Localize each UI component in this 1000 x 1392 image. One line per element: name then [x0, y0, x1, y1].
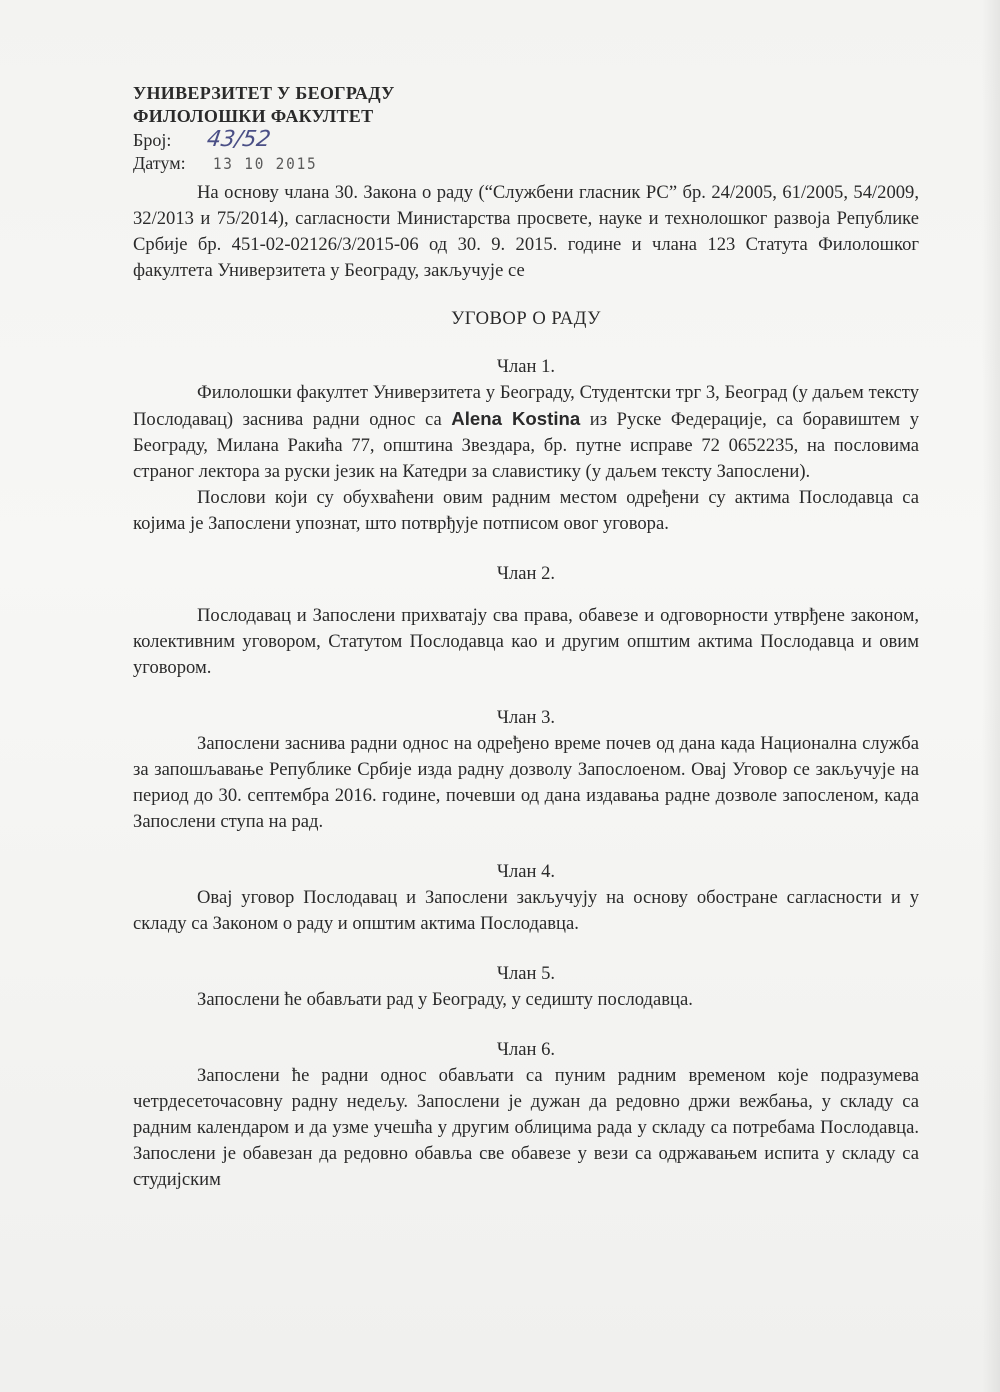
university-name: УНИВЕРЗИТЕТ У БЕОГРАДУ — [133, 83, 395, 103]
article-heading: Члан 3. — [496, 707, 556, 728]
article-text: Филолошки факултет Универзитета у Београду, Студентски трг 3, Београд (у даљем тексту Послодавац) заснива радни однос са — [133, 382, 919, 430]
article-1 — [133, 354, 919, 537]
document-title: УГОВОР О РАДУ — [451, 308, 601, 329]
article-paragraph: Запослени ће радни однос обављати са пуним радним временом које подразумева четрдесеточасовну радну недељу. Запослени је дужан да редовно држи вежбања, у складу са радним календаром и да узме учешћа у другим облицима рада у складу са потребама Послодавца. Запослени је обавезан да редовно обавља све обавезе у вези са одржавањем испита у складу са студијским — [133, 1065, 919, 1190]
article-paragraph: Запослени заснива радни однос на одређено време почев од дана када Национална служба за запошљавање Републике Србије изда радну дозволу Запослоеном. Овај Уговор се закључује на период до 30. септембра 2016. године, почевши од дана издавања радне дозволе запосленом, када Запослени ступа на рад. — [133, 733, 919, 832]
article-heading: Члан 6. — [496, 1039, 556, 1060]
document-body — [133, 180, 919, 1193]
article-3 — [133, 705, 919, 835]
article-paragraph — [133, 380, 919, 485]
date-value-stamp: 13 10 2015 — [212, 154, 318, 173]
article-paragraph: Овај уговор Послодавац и Запослени закључују на основу обостране сагласности и у складу са Законом о раду и општим актима Послодавца. — [133, 887, 919, 934]
article-paragraph: Послови који су обухваћени овим радним местом одређени су актима Послодавца са којима је Запослени упознат, што потврђује потписом овог уговора. — [133, 487, 919, 534]
employee-name: Alena Kostina — [451, 408, 581, 429]
article-heading: Члан 5. — [496, 963, 556, 984]
article-paragraph: Запослени ће обављати рад у Београду, у седишту послодавца. — [197, 989, 693, 1010]
number-label: Број: — [133, 130, 172, 150]
faculty-name: ФИЛОЛОШКИ ФАКУЛТЕТ — [133, 106, 374, 126]
document-header — [133, 82, 395, 176]
date-row — [133, 152, 395, 176]
spacer — [133, 587, 919, 603]
article-heading: Члан 4. — [496, 861, 556, 882]
article-6 — [133, 1037, 919, 1193]
date-label: Датум: — [133, 153, 186, 173]
article-heading: Члан 1. — [496, 356, 556, 377]
article-5 — [133, 961, 919, 1013]
number-row — [133, 128, 395, 152]
article-paragraph: Послодавац и Запослени прихватају сва права, обавезе и одговорности утврђене законом, колективним уговором, Статутом Послодавца као и другим општим актима Послодавца и овим уговором. — [133, 605, 919, 678]
number-value-handwritten: 43/52 — [205, 127, 273, 152]
article-heading: Члан 2. — [496, 563, 556, 584]
article-text: из Руске Федерације, са боравиштем у Београду, Милана Ракића 77, општина Звездара, бр. путне исправе 72 0652235, на пословима страног лектора за руски језик на Катедри за славистику (у даљем тексту Запослени). — [133, 409, 920, 482]
article-2 — [133, 561, 919, 681]
preamble: На основу члана 30. Закона о раду (“Службени гласник РС” бр. 24/2005, 61/2005, 54/2009, 32/2013 и 75/2014), сагласности Министарства просвете, науке и технолошког развоја Републике Србије бр. 451-02-02126/3/2015-06 од 30. 9. 2015. године и члана 123 Статута Филолошког факултета Универзитета у Београду, закључује се — [133, 182, 919, 281]
article-4 — [133, 859, 919, 937]
